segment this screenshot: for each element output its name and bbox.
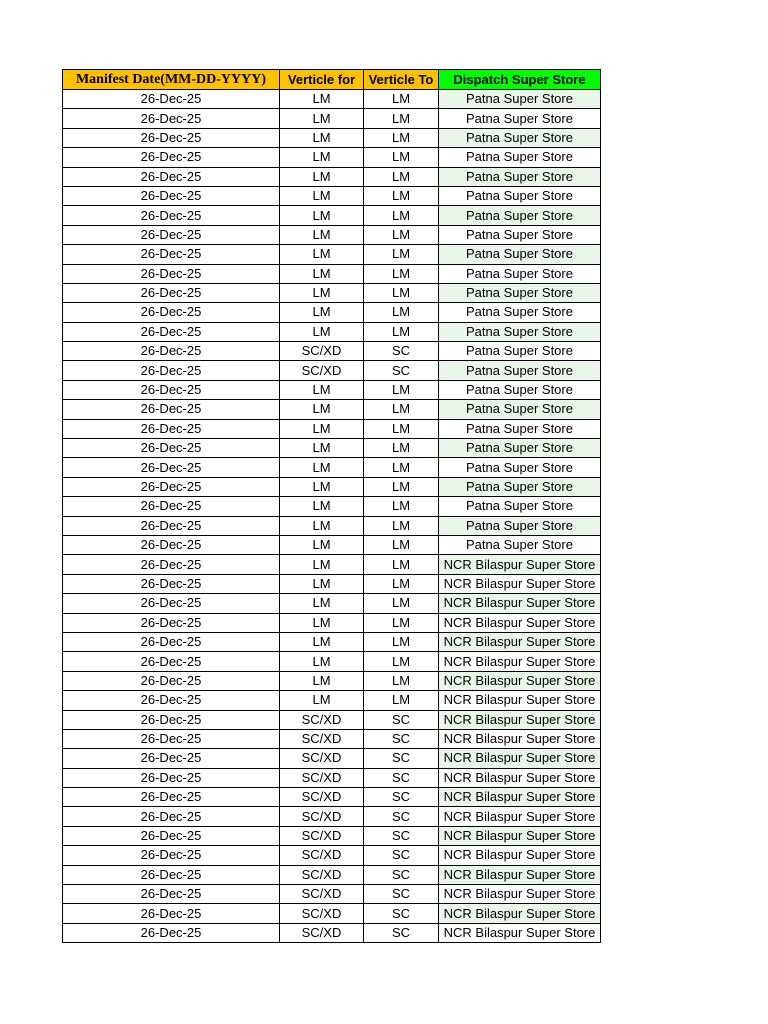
- cell-manifest-date[interactable]: 26-Dec-25: [63, 768, 280, 787]
- cell-dispatch-super-store[interactable]: NCR Bilaspur Super Store: [439, 923, 601, 942]
- cell-verticle-to[interactable]: LM: [364, 322, 439, 341]
- cell-verticle-to[interactable]: LM: [364, 535, 439, 554]
- cell-verticle-to[interactable]: LM: [364, 439, 439, 458]
- cell-verticle-for[interactable]: LM: [280, 458, 364, 477]
- cell-verticle-for[interactable]: LM: [280, 477, 364, 496]
- header-row: [63, 70, 601, 90]
- cell-verticle-to[interactable]: LM: [364, 128, 439, 147]
- cell-verticle-for[interactable]: SC/XD: [280, 342, 364, 361]
- cell-verticle-for[interactable]: SC/XD: [280, 807, 364, 826]
- cell-verticle-for[interactable]: SC/XD: [280, 904, 364, 923]
- cell-verticle-for[interactable]: SC/XD: [280, 923, 364, 942]
- cell-manifest-date[interactable]: 26-Dec-25: [63, 865, 280, 884]
- cell-verticle-for[interactable]: LM: [280, 128, 364, 147]
- cell-verticle-to[interactable]: LM: [364, 186, 439, 205]
- table-row: [63, 225, 601, 244]
- cell-verticle-for[interactable]: LM: [280, 245, 364, 264]
- manifest-table: [62, 69, 601, 943]
- table-row: [63, 788, 601, 807]
- cell-dispatch-super-store[interactable]: Patna Super Store: [439, 225, 601, 244]
- cell-manifest-date[interactable]: 26-Dec-25: [63, 749, 280, 768]
- table-row: [63, 826, 601, 845]
- table-row: [63, 710, 601, 729]
- table-row: [63, 807, 601, 826]
- cell-dispatch-super-store[interactable]: NCR Bilaspur Super Store: [439, 652, 601, 671]
- cell-manifest-date[interactable]: 26-Dec-25: [63, 710, 280, 729]
- cell-verticle-for[interactable]: LM: [280, 90, 364, 109]
- table-row: [63, 535, 601, 554]
- cell-verticle-for[interactable]: SC/XD: [280, 749, 364, 768]
- cell-dispatch-super-store[interactable]: NCR Bilaspur Super Store: [439, 729, 601, 748]
- cell-dispatch-super-store[interactable]: NCR Bilaspur Super Store: [439, 865, 601, 884]
- cell-verticle-to[interactable]: SC: [364, 788, 439, 807]
- cell-verticle-to[interactable]: LM: [364, 167, 439, 186]
- cell-verticle-to[interactable]: LM: [364, 148, 439, 167]
- cell-manifest-date[interactable]: 26-Dec-25: [63, 691, 280, 710]
- cell-verticle-to[interactable]: LM: [364, 652, 439, 671]
- table-row: [63, 923, 601, 942]
- cell-verticle-for[interactable]: LM: [280, 497, 364, 516]
- cell-manifest-date[interactable]: 26-Dec-25: [63, 826, 280, 845]
- cell-dispatch-super-store[interactable]: Patna Super Store: [439, 90, 601, 109]
- cell-verticle-to[interactable]: LM: [364, 574, 439, 593]
- cell-dispatch-super-store[interactable]: Patna Super Store: [439, 342, 601, 361]
- cell-dispatch-super-store[interactable]: Patna Super Store: [439, 516, 601, 535]
- cell-dispatch-super-store[interactable]: NCR Bilaspur Super Store: [439, 788, 601, 807]
- cell-verticle-to[interactable]: LM: [364, 380, 439, 399]
- cell-dispatch-super-store[interactable]: Patna Super Store: [439, 322, 601, 341]
- cell-dispatch-super-store[interactable]: Patna Super Store: [439, 245, 601, 264]
- cell-manifest-date[interactable]: 26-Dec-25: [63, 632, 280, 651]
- cell-dispatch-super-store[interactable]: NCR Bilaspur Super Store: [439, 691, 601, 710]
- table-row: [63, 555, 601, 574]
- table-row: [63, 167, 601, 186]
- header-dispatch-super-store[interactable]: Dispatch Super Store: [439, 70, 601, 90]
- cell-verticle-for[interactable]: LM: [280, 400, 364, 419]
- cell-dispatch-super-store[interactable]: NCR Bilaspur Super Store: [439, 574, 601, 593]
- table-row: [63, 90, 601, 109]
- cell-verticle-to[interactable]: LM: [364, 264, 439, 283]
- cell-manifest-date[interactable]: 26-Dec-25: [63, 283, 280, 302]
- cell-manifest-date[interactable]: 26-Dec-25: [63, 535, 280, 554]
- cell-manifest-date[interactable]: 26-Dec-25: [63, 225, 280, 244]
- cell-verticle-for[interactable]: LM: [280, 516, 364, 535]
- cell-verticle-for[interactable]: LM: [280, 632, 364, 651]
- table-row: [63, 497, 601, 516]
- cell-verticle-to[interactable]: SC: [364, 865, 439, 884]
- table-row: [63, 652, 601, 671]
- table-row: [63, 322, 601, 341]
- cell-verticle-for[interactable]: LM: [280, 574, 364, 593]
- table-row: [63, 186, 601, 205]
- cell-verticle-to[interactable]: SC: [364, 342, 439, 361]
- cell-verticle-for[interactable]: LM: [280, 148, 364, 167]
- cell-verticle-for[interactable]: LM: [280, 691, 364, 710]
- cell-verticle-to[interactable]: SC: [364, 768, 439, 787]
- cell-manifest-date[interactable]: 26-Dec-25: [63, 128, 280, 147]
- cell-dispatch-super-store[interactable]: Patna Super Store: [439, 264, 601, 283]
- table-row: [63, 245, 601, 264]
- cell-manifest-date[interactable]: 26-Dec-25: [63, 186, 280, 205]
- cell-dispatch-super-store[interactable]: Patna Super Store: [439, 128, 601, 147]
- table-row: [63, 904, 601, 923]
- table-row: [63, 148, 601, 167]
- table-row: [63, 439, 601, 458]
- table-row: [63, 574, 601, 593]
- cell-manifest-date[interactable]: 26-Dec-25: [63, 206, 280, 225]
- cell-dispatch-super-store[interactable]: Patna Super Store: [439, 439, 601, 458]
- cell-verticle-to[interactable]: LM: [364, 90, 439, 109]
- cell-manifest-date[interactable]: 26-Dec-25: [63, 652, 280, 671]
- cell-manifest-date[interactable]: 26-Dec-25: [63, 516, 280, 535]
- cell-manifest-date[interactable]: 26-Dec-25: [63, 555, 280, 574]
- cell-verticle-to[interactable]: SC: [364, 826, 439, 845]
- cell-dispatch-super-store[interactable]: Patna Super Store: [439, 477, 601, 496]
- table-row: [63, 419, 601, 438]
- cell-manifest-date[interactable]: 26-Dec-25: [63, 322, 280, 341]
- table-row: [63, 749, 601, 768]
- cell-manifest-date[interactable]: 26-Dec-25: [63, 807, 280, 826]
- cell-verticle-for[interactable]: SC/XD: [280, 729, 364, 748]
- cell-manifest-date[interactable]: 26-Dec-25: [63, 439, 280, 458]
- cell-manifest-date[interactable]: 26-Dec-25: [63, 419, 280, 438]
- cell-verticle-to[interactable]: LM: [364, 419, 439, 438]
- cell-verticle-for[interactable]: LM: [280, 652, 364, 671]
- cell-verticle-for[interactable]: SC/XD: [280, 768, 364, 787]
- cell-verticle-for[interactable]: LM: [280, 206, 364, 225]
- table-row: [63, 865, 601, 884]
- cell-manifest-date[interactable]: 26-Dec-25: [63, 671, 280, 690]
- cell-dispatch-super-store[interactable]: NCR Bilaspur Super Store: [439, 846, 601, 865]
- cell-dispatch-super-store[interactable]: NCR Bilaspur Super Store: [439, 768, 601, 787]
- cell-verticle-to[interactable]: LM: [364, 245, 439, 264]
- cell-verticle-to[interactable]: LM: [364, 516, 439, 535]
- table-row: [63, 283, 601, 302]
- cell-dispatch-super-store[interactable]: NCR Bilaspur Super Store: [439, 594, 601, 613]
- cell-verticle-to[interactable]: LM: [364, 109, 439, 128]
- cell-verticle-for[interactable]: SC/XD: [280, 788, 364, 807]
- cell-manifest-date[interactable]: 26-Dec-25: [63, 342, 280, 361]
- cell-verticle-for[interactable]: LM: [280, 594, 364, 613]
- cell-verticle-for[interactable]: LM: [280, 380, 364, 399]
- cell-dispatch-super-store[interactable]: Patna Super Store: [439, 535, 601, 554]
- cell-manifest-date[interactable]: 26-Dec-25: [63, 477, 280, 496]
- cell-dispatch-super-store[interactable]: Patna Super Store: [439, 380, 601, 399]
- table-row: [63, 303, 601, 322]
- cell-manifest-date[interactable]: 26-Dec-25: [63, 90, 280, 109]
- cell-dispatch-super-store[interactable]: Patna Super Store: [439, 419, 601, 438]
- cell-manifest-date[interactable]: 26-Dec-25: [63, 458, 280, 477]
- cell-verticle-to[interactable]: LM: [364, 400, 439, 419]
- cell-verticle-to[interactable]: LM: [364, 206, 439, 225]
- cell-verticle-to[interactable]: SC: [364, 923, 439, 942]
- cell-verticle-to[interactable]: LM: [364, 632, 439, 651]
- cell-verticle-for[interactable]: LM: [280, 613, 364, 632]
- cell-verticle-for[interactable]: LM: [280, 167, 364, 186]
- cell-verticle-to[interactable]: LM: [364, 283, 439, 302]
- table-row: [63, 342, 601, 361]
- table-row: [63, 691, 601, 710]
- table-body: [63, 90, 601, 943]
- cell-dispatch-super-store[interactable]: Patna Super Store: [439, 361, 601, 380]
- cell-verticle-for[interactable]: LM: [280, 439, 364, 458]
- cell-verticle-for[interactable]: LM: [280, 322, 364, 341]
- cell-dispatch-super-store[interactable]: Patna Super Store: [439, 109, 601, 128]
- cell-verticle-for[interactable]: SC/XD: [280, 361, 364, 380]
- cell-dispatch-super-store[interactable]: NCR Bilaspur Super Store: [439, 613, 601, 632]
- cell-manifest-date[interactable]: 26-Dec-25: [63, 361, 280, 380]
- cell-dispatch-super-store[interactable]: Patna Super Store: [439, 458, 601, 477]
- table-row: [63, 206, 601, 225]
- cell-dispatch-super-store[interactable]: NCR Bilaspur Super Store: [439, 904, 601, 923]
- cell-manifest-date[interactable]: 26-Dec-25: [63, 594, 280, 613]
- cell-dispatch-super-store[interactable]: NCR Bilaspur Super Store: [439, 710, 601, 729]
- cell-dispatch-super-store[interactable]: Patna Super Store: [439, 303, 601, 322]
- table-row: [63, 594, 601, 613]
- cell-dispatch-super-store[interactable]: NCR Bilaspur Super Store: [439, 826, 601, 845]
- cell-manifest-date[interactable]: 26-Dec-25: [63, 613, 280, 632]
- cell-verticle-for[interactable]: SC/XD: [280, 846, 364, 865]
- table-row: [63, 671, 601, 690]
- cell-manifest-date[interactable]: 26-Dec-25: [63, 303, 280, 322]
- cell-manifest-date[interactable]: 26-Dec-25: [63, 923, 280, 942]
- table-row: [63, 846, 601, 865]
- table-row: [63, 109, 601, 128]
- table-row: [63, 361, 601, 380]
- cell-dispatch-super-store[interactable]: NCR Bilaspur Super Store: [439, 885, 601, 904]
- table-row: [63, 516, 601, 535]
- table-row: [63, 264, 601, 283]
- cell-manifest-date[interactable]: 26-Dec-25: [63, 497, 280, 516]
- cell-verticle-to[interactable]: LM: [364, 691, 439, 710]
- cell-dispatch-super-store[interactable]: Patna Super Store: [439, 283, 601, 302]
- cell-verticle-to[interactable]: LM: [364, 303, 439, 322]
- cell-manifest-date[interactable]: 26-Dec-25: [63, 904, 280, 923]
- cell-manifest-date[interactable]: 26-Dec-25: [63, 400, 280, 419]
- cell-verticle-for[interactable]: SC/XD: [280, 865, 364, 884]
- table-row: [63, 477, 601, 496]
- cell-verticle-to[interactable]: SC: [364, 807, 439, 826]
- cell-manifest-date[interactable]: 26-Dec-25: [63, 245, 280, 264]
- table-row: [63, 632, 601, 651]
- table-row: [63, 128, 601, 147]
- header-manifest-date[interactable]: Manifest Date(MM-DD-YYYY): [63, 70, 280, 90]
- cell-verticle-for[interactable]: SC/XD: [280, 710, 364, 729]
- header-verticle-to[interactable]: Verticle To: [364, 70, 439, 90]
- cell-dispatch-super-store[interactable]: NCR Bilaspur Super Store: [439, 749, 601, 768]
- cell-verticle-to[interactable]: LM: [364, 594, 439, 613]
- cell-manifest-date[interactable]: 26-Dec-25: [63, 885, 280, 904]
- cell-verticle-to[interactable]: SC: [364, 749, 439, 768]
- cell-verticle-to[interactable]: LM: [364, 225, 439, 244]
- cell-dispatch-super-store[interactable]: Patna Super Store: [439, 206, 601, 225]
- cell-manifest-date[interactable]: 26-Dec-25: [63, 380, 280, 399]
- cell-verticle-for[interactable]: LM: [280, 671, 364, 690]
- table-row: [63, 400, 601, 419]
- cell-dispatch-super-store[interactable]: NCR Bilaspur Super Store: [439, 671, 601, 690]
- cell-verticle-to[interactable]: SC: [364, 846, 439, 865]
- cell-verticle-for[interactable]: LM: [280, 283, 364, 302]
- cell-verticle-to[interactable]: SC: [364, 710, 439, 729]
- cell-manifest-date[interactable]: 26-Dec-25: [63, 109, 280, 128]
- cell-verticle-for[interactable]: LM: [280, 303, 364, 322]
- cell-dispatch-super-store[interactable]: Patna Super Store: [439, 167, 601, 186]
- cell-verticle-for[interactable]: LM: [280, 555, 364, 574]
- cell-dispatch-super-store[interactable]: Patna Super Store: [439, 186, 601, 205]
- cell-manifest-date[interactable]: 26-Dec-25: [63, 574, 280, 593]
- spreadsheet: [62, 69, 601, 943]
- cell-dispatch-super-store[interactable]: NCR Bilaspur Super Store: [439, 555, 601, 574]
- cell-verticle-for[interactable]: LM: [280, 419, 364, 438]
- cell-verticle-to[interactable]: SC: [364, 904, 439, 923]
- cell-verticle-for[interactable]: LM: [280, 225, 364, 244]
- cell-verticle-for[interactable]: LM: [280, 264, 364, 283]
- cell-verticle-to[interactable]: LM: [364, 497, 439, 516]
- table-row: [63, 885, 601, 904]
- table-row: [63, 768, 601, 787]
- cell-verticle-to[interactable]: SC: [364, 729, 439, 748]
- cell-verticle-to[interactable]: LM: [364, 613, 439, 632]
- cell-dispatch-super-store[interactable]: NCR Bilaspur Super Store: [439, 632, 601, 651]
- table-row: [63, 380, 601, 399]
- cell-manifest-date[interactable]: 26-Dec-25: [63, 148, 280, 167]
- cell-manifest-date[interactable]: 26-Dec-25: [63, 729, 280, 748]
- cell-verticle-to[interactable]: LM: [364, 458, 439, 477]
- cell-verticle-for[interactable]: LM: [280, 186, 364, 205]
- header-verticle-for[interactable]: Verticle for: [280, 70, 364, 90]
- cell-verticle-to[interactable]: SC: [364, 361, 439, 380]
- cell-verticle-to[interactable]: LM: [364, 555, 439, 574]
- cell-manifest-date[interactable]: 26-Dec-25: [63, 846, 280, 865]
- table-row: [63, 729, 601, 748]
- cell-dispatch-super-store[interactable]: Patna Super Store: [439, 497, 601, 516]
- cell-verticle-to[interactable]: LM: [364, 671, 439, 690]
- table-row: [63, 458, 601, 477]
- cell-dispatch-super-store[interactable]: Patna Super Store: [439, 148, 601, 167]
- cell-verticle-for[interactable]: SC/XD: [280, 885, 364, 904]
- cell-manifest-date[interactable]: 26-Dec-25: [63, 264, 280, 283]
- cell-verticle-to[interactable]: LM: [364, 477, 439, 496]
- cell-dispatch-super-store[interactable]: Patna Super Store: [439, 400, 601, 419]
- cell-dispatch-super-store[interactable]: NCR Bilaspur Super Store: [439, 807, 601, 826]
- cell-manifest-date[interactable]: 26-Dec-25: [63, 167, 280, 186]
- cell-manifest-date[interactable]: 26-Dec-25: [63, 788, 280, 807]
- cell-verticle-for[interactable]: LM: [280, 109, 364, 128]
- table-row: [63, 613, 601, 632]
- cell-verticle-to[interactable]: SC: [364, 885, 439, 904]
- cell-verticle-for[interactable]: LM: [280, 535, 364, 554]
- cell-verticle-for[interactable]: SC/XD: [280, 826, 364, 845]
